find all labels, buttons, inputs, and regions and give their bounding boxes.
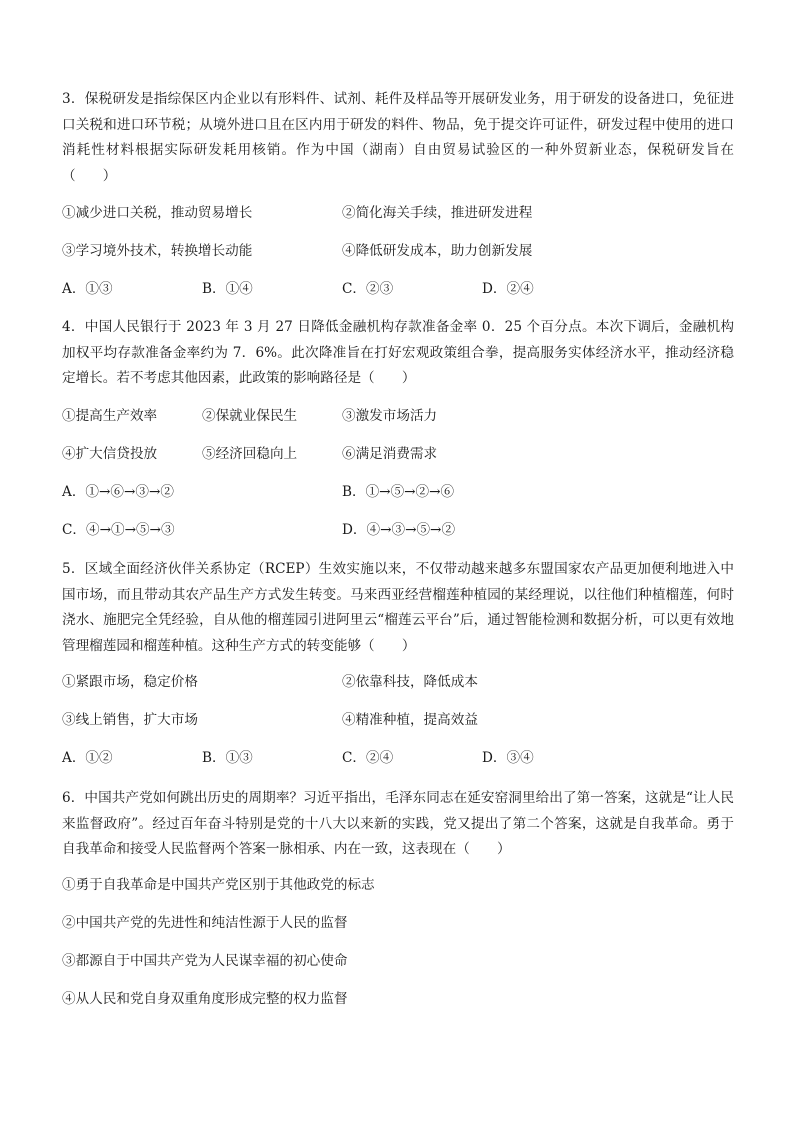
question-6-stem: 6．中国共产党如何跳出历史的周期率？习近平指出，毛泽东同志在延安窑洞里给出了第一答案，这就是“让人民来监督政府”。经过百年奋斗特别是党的十八大以来新的实践，党又提出了第二个答案，这就是自我革命。勇于自我革命和接受人民监督两个答案一脉相承、内在一致，这表现在（ ） xyxy=(62,790,734,857)
question-4-choice-b[interactable]: B．①→⑤→②→⑥ xyxy=(342,484,455,500)
question-3-choice-b[interactable]: B．①④ xyxy=(202,281,253,297)
question-5-item-4: ④精准种植，提高效益 xyxy=(342,712,478,728)
question-5-choice-c[interactable]: C．②④ xyxy=(342,750,394,766)
question-4-item-6: ⑥满足消费需求 xyxy=(342,446,438,462)
question-5-choice-b[interactable]: B．①③ xyxy=(202,750,253,766)
question-4-item-3: ③激发市场活力 xyxy=(342,408,438,424)
question-5-item-1: ①紧跟市场，稳定价格 xyxy=(62,674,198,690)
question-3-item-4: ④降低研发成本，助力创新发展 xyxy=(342,243,533,259)
question-6-item-3: ③都源自于中国共产党为人民谋幸福的初心使命 xyxy=(62,953,348,969)
question-3-item-1: ①减少进口关税，推动贸易增长 xyxy=(62,205,253,221)
question-3-item-2: ②简化海关手续，推进研发进程 xyxy=(342,205,533,221)
question-3-item-3: ③学习境外技术，转换增长动能 xyxy=(62,243,253,259)
question-4-choice-c[interactable]: C．④→①→⑤→③ xyxy=(62,522,175,538)
question-4-item-4: ④扩大信贷投放 xyxy=(62,446,158,462)
question-3-choice-a[interactable]: A．①③ xyxy=(62,281,113,297)
question-6-item-1: ①勇于自我革命是中国共产党区别于其他政党的标志 xyxy=(62,877,375,893)
question-4-item-2: ②保就业保民生 xyxy=(202,408,298,424)
question-3-stem: 3．保税研发是指综保区内企业以有形料件、试剂、耗件及样品等开展研发业务，用于研发的设备进口，免征进口关税和进口环节税；从境外进口且在区内用于研发的料件、物品，免于提交许可证件，研发过程中使用的进口消耗性材料根据实际研发耗用核销。作为中国（湖南）自由贸易试验区的一种外贸新业态，保税研发旨在（ ） xyxy=(62,91,734,184)
question-5-choice-a[interactable]: A．①② xyxy=(62,750,113,766)
question-4-item-5: ⑤经济回稳向上 xyxy=(202,446,298,462)
question-5-item-3: ③线上销售，扩大市场 xyxy=(62,712,198,728)
question-5-stem: 5．区域全面经济伙伴关系协定（RCEP）生效实施以来，不仅带动越来越多东盟国家农产品更加便利地进入中国市场，而且带动其农产品生产方式发生转变。马来西亚经营榴莲种植园的某经理说，以往他们种植榴莲，何时浇水、施肥完全凭经验，自从他的榴莲园引进阿里云“榴莲云平台”后，通过智能检测和数据分析，可以更有效地管理榴莲园和榴莲种植。这种生产方式的转变能够（ ） xyxy=(62,561,734,654)
question-6-item-4: ④从人民和党自身双重角度形成完整的权力监督 xyxy=(62,991,348,1007)
question-3-choice-c[interactable]: C．②③ xyxy=(342,281,394,297)
question-4-choice-a[interactable]: A．①→⑥→③→② xyxy=(62,484,174,500)
question-4-choice-d[interactable]: D．④→③→⑤→② xyxy=(342,522,456,538)
question-5-choice-d[interactable]: D．③④ xyxy=(482,750,534,766)
question-4-item-1: ①提高生产效率 xyxy=(62,408,158,424)
question-5-item-2: ②依靠科技，降低成本 xyxy=(342,674,478,690)
question-4-stem: 4．中国人民银行于 2023 年 3 月 27 日降低金融机构存款准备金率 0．25 个百分点。本次下调后，金融机构加权平均存款准备金率约为 7．6%。此次降准旨在打好宏观政策组合拳，提高服务实体经济水平，推动经济稳定增长。若不考虑其他因素，此政策的影响路径是（ ） xyxy=(62,319,734,386)
question-3-choice-d[interactable]: D．②④ xyxy=(482,281,534,297)
question-6-item-2: ②中国共产党的先进性和纯洁性源于人民的监督 xyxy=(62,915,348,931)
